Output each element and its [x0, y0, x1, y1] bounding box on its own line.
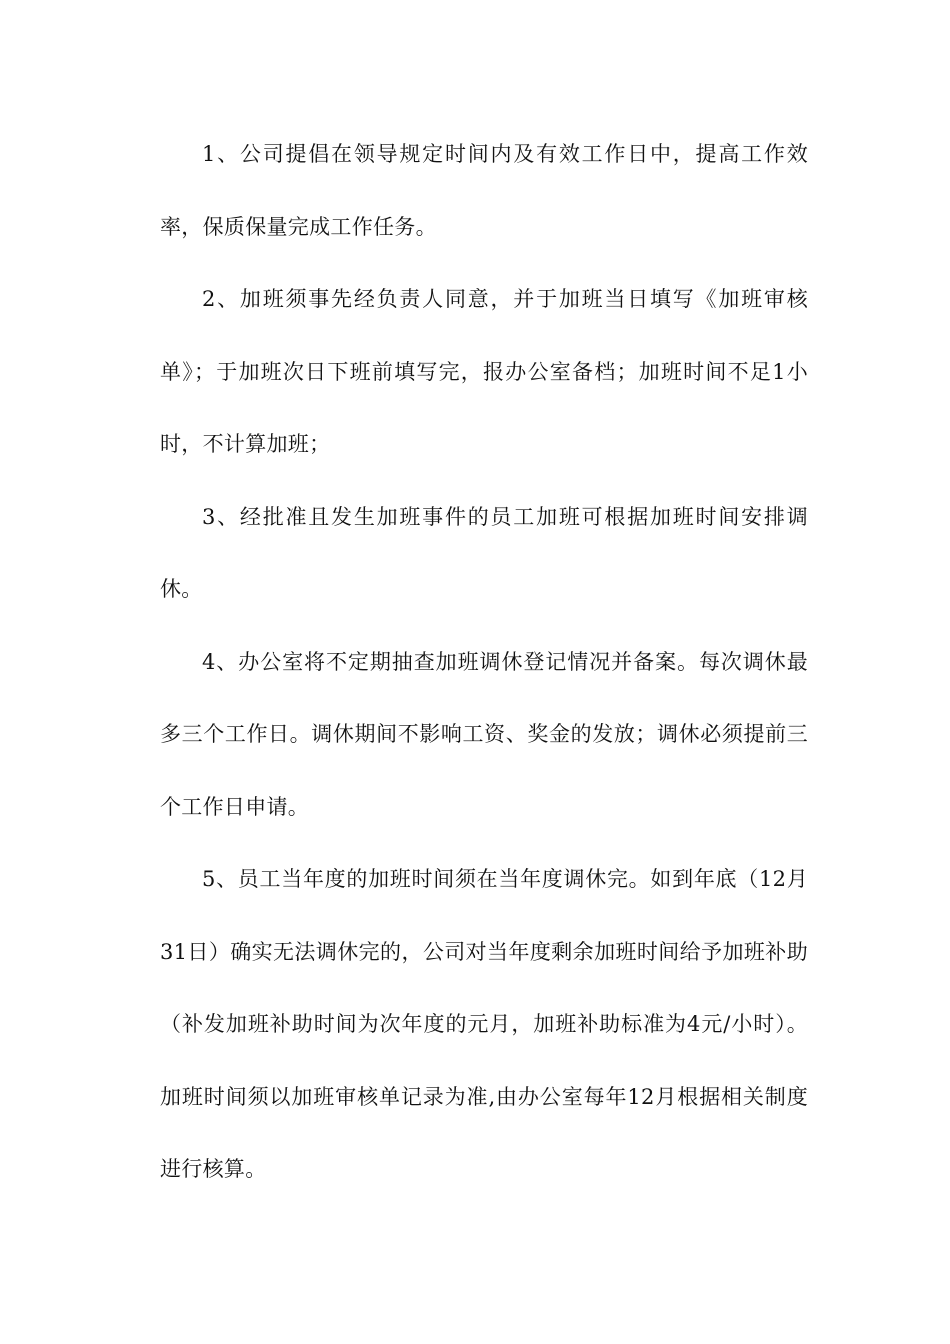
paragraph-3: 3、经批准且发生加班事件的员工加班可根据加班时间安排调休。 [160, 504, 808, 601]
paragraph-4: 4、办公室将不定期抽查加班调休登记情况并备案。每次调休最多三个工作日。调休期间不影响工资、奖金的发放；调休必须提前三个工作日申请。 [160, 649, 808, 819]
paragraph-5: 5、员工当年度的加班时间须在当年度调休完。如到年底（12月31日）确实无法调休完的，公司对当年度剩余加班时间给予加班补助（补发加班补助时间为次年度的元月，加班补助标准为4元/小时）。加班时间须以加班审核单记录为准,由办公室每年12月根据相关制度进行核算。 [160, 867, 808, 1181]
document-body [160, 118, 808, 1206]
paragraph-1: 1、公司提倡在领导规定时间内及有效工作日中，提高工作效率，保质保量完成工作任务。 [160, 142, 808, 239]
paragraph-2: 2、加班须事先经负责人同意，并于加班当日填写《加班审核单》；于加班次日下班前填写完，报办公室备档；加班时间不足1小时，不计算加班； [160, 287, 808, 456]
